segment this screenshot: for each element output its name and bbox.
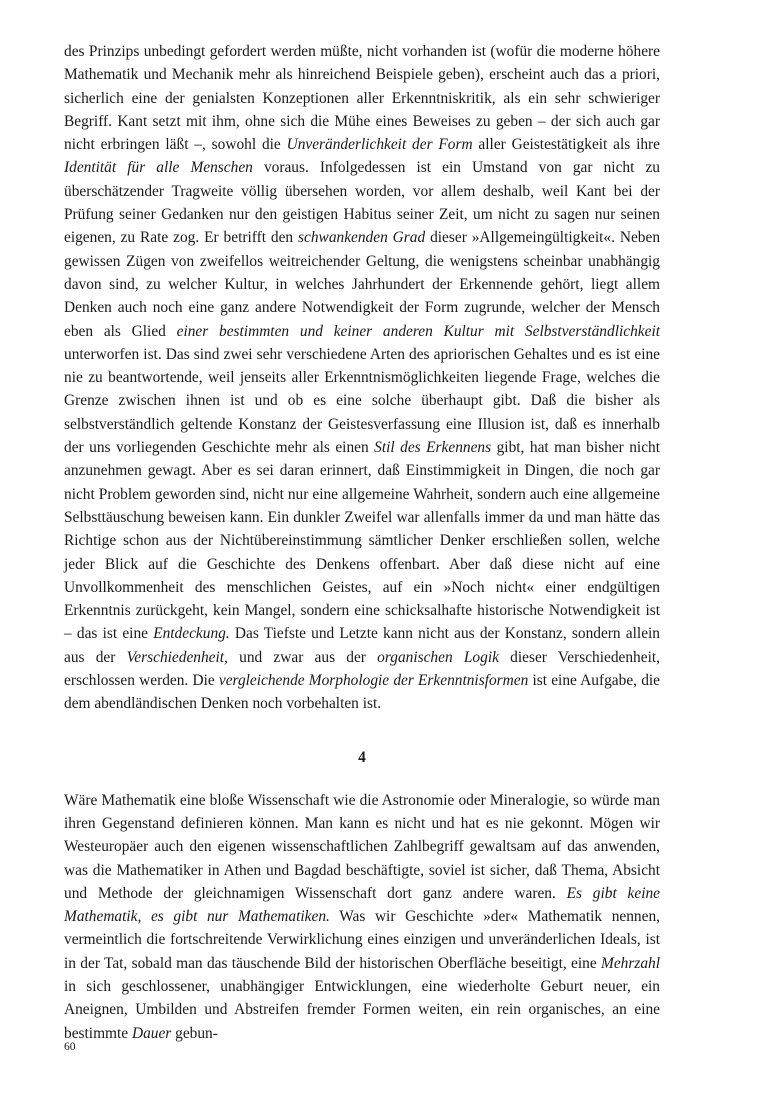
text-run: gibt, hat man bisher nicht anzunehmen gewagt. Aber es sei daran erinnert, daß Einstimmigkeit in Dingen, die noch gar nicht Problem geworden sind, nicht nur eine allgemeine Wahrheit, sondern auch eine allgemeine Selbsttäuschung beweisen kann. Ein dunkler Zweifel war allenfalls immer da und man hätte das Richtige schon aus der Nichtübereinstimmung sämtlicher Denker erschließen sollen, welche jeder Blick auf die Geschichte des Denkens offenbart. Aber daß diese nicht auf eine Unvollkommenheit des menschlichen Geistes, auf ein »Noch nicht« einer endgültigen Erkenntnis zurückgeht, kein Mangel, sondern eine schicksalhafte historische Notwendigkeit ist – das ist eine	[64, 439, 660, 643]
emphasized-text: Verschiedenheit,	[126, 648, 228, 666]
emphasized-text: schwankenden Grad	[298, 229, 426, 247]
page-number: 60	[64, 1041, 76, 1053]
emphasized-text: Mehrzahl	[601, 954, 660, 972]
text-run: in sich geschlossener, unabhängiger Entwicklungen, eine wiederholte Geburt neuer, ein Aneignen, Umbilden und Abstreifen fremder Formen weiten, ein rein organisches, an eine bestimmte	[64, 977, 660, 1042]
text-run: gebun-	[171, 1024, 218, 1042]
text-run: des Prinzips unbedingt gefordert werden müßte, nicht vorhanden ist (wofür die moderne höhere Mathematik und Mechanik mehr als hinreichend Beispiele geben), erscheint auch das a priori, sicherlich eine der genialsten Konzeptionen aller Erkenntniskritik, als ein sehr schwieriger Begriff. Kant setzt mit ihm, ohne sich die Mühe eines Beweises zu geben – der sich auch gar nicht erbringen läßt –, sowohl die	[64, 43, 660, 154]
emphasized-text: Stil des Erkennens	[374, 439, 492, 457]
section-heading: 4	[358, 748, 366, 766]
body-paragraph	[64, 789, 660, 1045]
emphasized-text: organischen Logik	[377, 648, 499, 666]
emphasized-text: Es gibt keine Mathematik, es gibt nur Mathematiken.	[64, 884, 661, 926]
emphasized-text: Unveränderlichkeit der Form	[286, 136, 473, 154]
page-body	[64, 40, 660, 1045]
text-run: unterworfen ist. Das sind zwei sehr verschiedene Arten des apriorischen Gehaltes und es ist eine nie zu beantwortende, weil jenseits aller Erkenntnismöglichkeiten liegende Frage, welches die Grenze zwischen ihnen ist und ob es eine solche überhaupt gibt. Daß die bisher als selbstverständlich geltende Konstanz der Geistesverfassung eine Illusion ist, daß es innerhalb der uns vorliegenden Geschichte mehr als einen	[64, 345, 660, 457]
text-run: Was wir Geschichte »der« Mathematik nennen, vermeintlich die fortschreitende Verwirklichung eines einzigen und unveränderlichen Ideals, ist in der Tat, sobald man das täuschende Bild der historischen Oberfläche beseitigt, eine	[64, 908, 661, 972]
text-run: aller Geistestätigkeit als ihre	[472, 136, 661, 154]
emphasized-text: vergleichende Morphologie der Erkenntnisformen	[218, 672, 529, 690]
emphasized-text: einer bestimmten und keiner anderen Kultur mit Selbstverständlichkeit	[176, 322, 660, 340]
text-run: Das Tiefste und Letzte kann nicht aus der Konstanz, sondern allein aus der	[64, 625, 660, 666]
text-run: Wäre Mathematik eine bloße Wissenschaft wie die Astronomie oder Mineralogie, so würde man ihren Gegenstand definieren können. Man kann es nicht und hat es nie gekonnt. Mögen wir Westeuropäer auch den eigenen wissenschaftlichen Zahlbegriff gewaltsam auf das anwenden, was die Mathematiker in Athen und Bagdad beschäftigte, soviel ist sicher, daß Thema, Absicht und Methode der gleichnamigen Wissenschaft dort ganz andere waren.	[64, 791, 660, 902]
emphasized-text: Identität für alle Menschen	[64, 159, 253, 177]
text-run: und zwar aus der	[227, 648, 378, 666]
text-run: ist eine Aufgabe, die dem abendländischen Denken noch vorbehalten ist.	[64, 672, 660, 713]
emphasized-text: Dauer	[131, 1024, 172, 1042]
text-run: voraus. Infolgedessen ist ein Umstand von gar nicht zu überschätzender Tragweite völlig übersehen worden, vor allem deshalb, weil Kant bei der Prüfung seiner Gedanken nur den geistigen Habitus seiner Zeit, um nicht zu sagen nur seinen eigenen, zu Rate zog. Er betrifft den	[64, 159, 660, 247]
text-run: dieser »Allgemeingültigkeit«. Neben gewissen Zügen von zweifellos weitreichender Geltung, die wenigstens scheinbar unabhängig davon sind, zu welcher Kultur, in welches Jahrhundert der Erkennende gehört, liegt allem Denken auch noch eine ganz andere Notwendigkeit der Form zugrunde, welcher der Mensch eben als Glied	[64, 229, 661, 340]
emphasized-text: Entdeckung.	[153, 625, 230, 643]
body-paragraph	[64, 40, 660, 716]
text-run: dieser Verschiedenheit, erschlossen werden. Die	[64, 648, 660, 690]
